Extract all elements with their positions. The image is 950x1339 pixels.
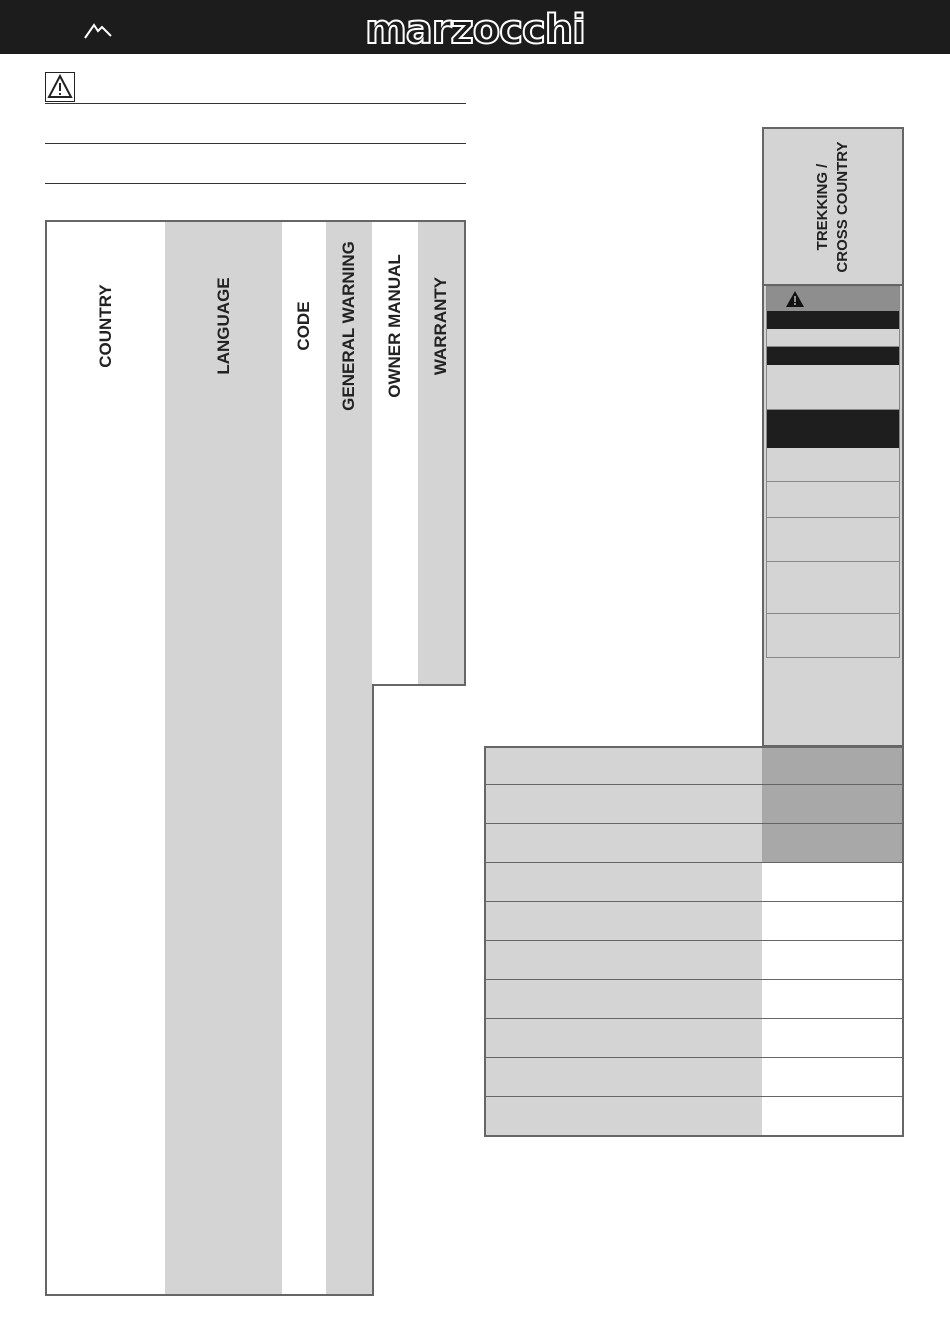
header-language: LANGUAGE [165, 220, 284, 432]
table-cell [165, 684, 284, 737]
table-cell [165, 1192, 284, 1245]
table-cell [165, 430, 284, 483]
table-cell [45, 1192, 167, 1245]
table-row-value [762, 746, 904, 786]
light-band [767, 614, 899, 657]
table-cell [165, 1040, 284, 1093]
table-cell [282, 430, 328, 483]
table-row-label [484, 902, 764, 942]
table-cell [282, 481, 328, 534]
table-row-label [484, 1019, 764, 1059]
divider-line [45, 103, 466, 104]
light-band [767, 329, 899, 347]
table-cell [45, 1040, 167, 1093]
warning-triangle-icon [785, 290, 805, 308]
table-cell [418, 532, 466, 585]
table-row-label [484, 746, 764, 786]
table-cell [282, 684, 328, 737]
table-cell [45, 481, 167, 534]
table-row-value [762, 1019, 904, 1059]
table-cell [282, 1192, 328, 1245]
table-cell [282, 938, 328, 991]
table-cell [45, 735, 167, 788]
table-cell [45, 1243, 167, 1296]
table-cell [326, 735, 374, 788]
table-cell [165, 633, 284, 686]
table-cell [165, 938, 284, 991]
header-general-warning: GENERAL WARNING [326, 220, 374, 432]
table-cell [372, 532, 420, 585]
header-country: COUNTRY [45, 220, 167, 432]
table-cell [45, 786, 167, 839]
table-row-value [762, 785, 904, 825]
table-cell [326, 684, 374, 737]
divider-line [45, 143, 466, 144]
table-cell [372, 582, 420, 635]
table-cell [282, 836, 328, 889]
dark-band [767, 347, 899, 365]
table-cell [282, 1040, 328, 1093]
table-cell [326, 1141, 374, 1194]
table-row-label [484, 863, 764, 903]
table-cell [282, 532, 328, 585]
table-cell [326, 836, 374, 889]
table-cell [45, 1141, 167, 1194]
table-cell [282, 1141, 328, 1194]
table-cell [326, 1243, 374, 1296]
table-cell [45, 836, 167, 889]
table-cell [326, 1090, 374, 1143]
warning-triangle-icon [46, 73, 74, 101]
header-code: CODE [282, 220, 328, 432]
table-cell [326, 633, 374, 686]
light-band [767, 365, 899, 410]
table-row-label [484, 824, 764, 864]
activity-header-line-2: CROSS COUNTRY [834, 140, 851, 273]
table-cell [165, 786, 284, 839]
table-cell [418, 633, 466, 686]
table-cell [165, 836, 284, 889]
table-cell [282, 735, 328, 788]
table-cell [165, 532, 284, 585]
table-cell [282, 1090, 328, 1143]
table-cell [372, 633, 420, 686]
brand-logo: marzocchi [365, 7, 585, 53]
dark-band [767, 410, 899, 448]
table-cell [326, 1192, 374, 1245]
header-warranty: WARRANTY [418, 220, 466, 432]
table-cell [326, 989, 374, 1042]
table-row-value [762, 941, 904, 981]
dark-band [767, 311, 899, 329]
table-cell [45, 938, 167, 991]
table-cell [45, 887, 167, 940]
table-cell [326, 887, 374, 940]
table-row-value [762, 1097, 904, 1137]
table-cell [165, 1090, 284, 1143]
table-row-label [484, 941, 764, 981]
table-cell [372, 430, 420, 483]
table-cell [45, 684, 167, 737]
table-cell [372, 481, 420, 534]
divider-line [45, 183, 466, 184]
table-row-label [484, 980, 764, 1020]
table-cell [282, 989, 328, 1042]
table-row-value [762, 1058, 904, 1098]
table-cell [282, 887, 328, 940]
table-cell [45, 989, 167, 1042]
table-cell [326, 938, 374, 991]
table-row-value [762, 902, 904, 942]
table-cell [326, 582, 374, 635]
table-cell [165, 887, 284, 940]
activity-header [764, 129, 902, 286]
table-cell [165, 735, 284, 788]
light-band [767, 482, 899, 518]
table-row-label [484, 1097, 764, 1137]
light-band [767, 562, 899, 614]
table-cell [282, 1243, 328, 1296]
table-cell [282, 786, 328, 839]
table-row-value [762, 863, 904, 903]
table-row-value [762, 980, 904, 1020]
table-cell [326, 481, 374, 534]
table-cell [165, 481, 284, 534]
table-cell [45, 1090, 167, 1143]
table-cell [418, 430, 466, 483]
table-cell [165, 1141, 284, 1194]
activity-warning-panel [766, 286, 900, 658]
light-band [767, 518, 899, 562]
header-owner-manual: OWNER MANUAL [372, 220, 420, 432]
activity-header-line-1: TREKKING / [814, 163, 831, 250]
table-cell [45, 633, 167, 686]
table-row-label [484, 785, 764, 825]
activity-column [762, 127, 904, 747]
header-bar [0, 0, 950, 54]
table-cell [165, 1243, 284, 1296]
table-cell [45, 430, 167, 483]
table-cell [282, 582, 328, 635]
table-cell [45, 532, 167, 585]
table-cell [326, 786, 374, 839]
table-cell [326, 430, 374, 483]
light-band [767, 448, 899, 482]
warning-section [45, 72, 75, 102]
table-cell [165, 989, 284, 1042]
table-row-value [762, 824, 904, 864]
warning-band [767, 287, 899, 311]
table-cell [326, 532, 374, 585]
table-cell [326, 1040, 374, 1093]
table-cell [165, 582, 284, 635]
table-cell [418, 481, 466, 534]
table-cell [45, 582, 167, 635]
table-cell [418, 582, 466, 635]
table-cell [282, 633, 328, 686]
table-row-label [484, 1058, 764, 1098]
